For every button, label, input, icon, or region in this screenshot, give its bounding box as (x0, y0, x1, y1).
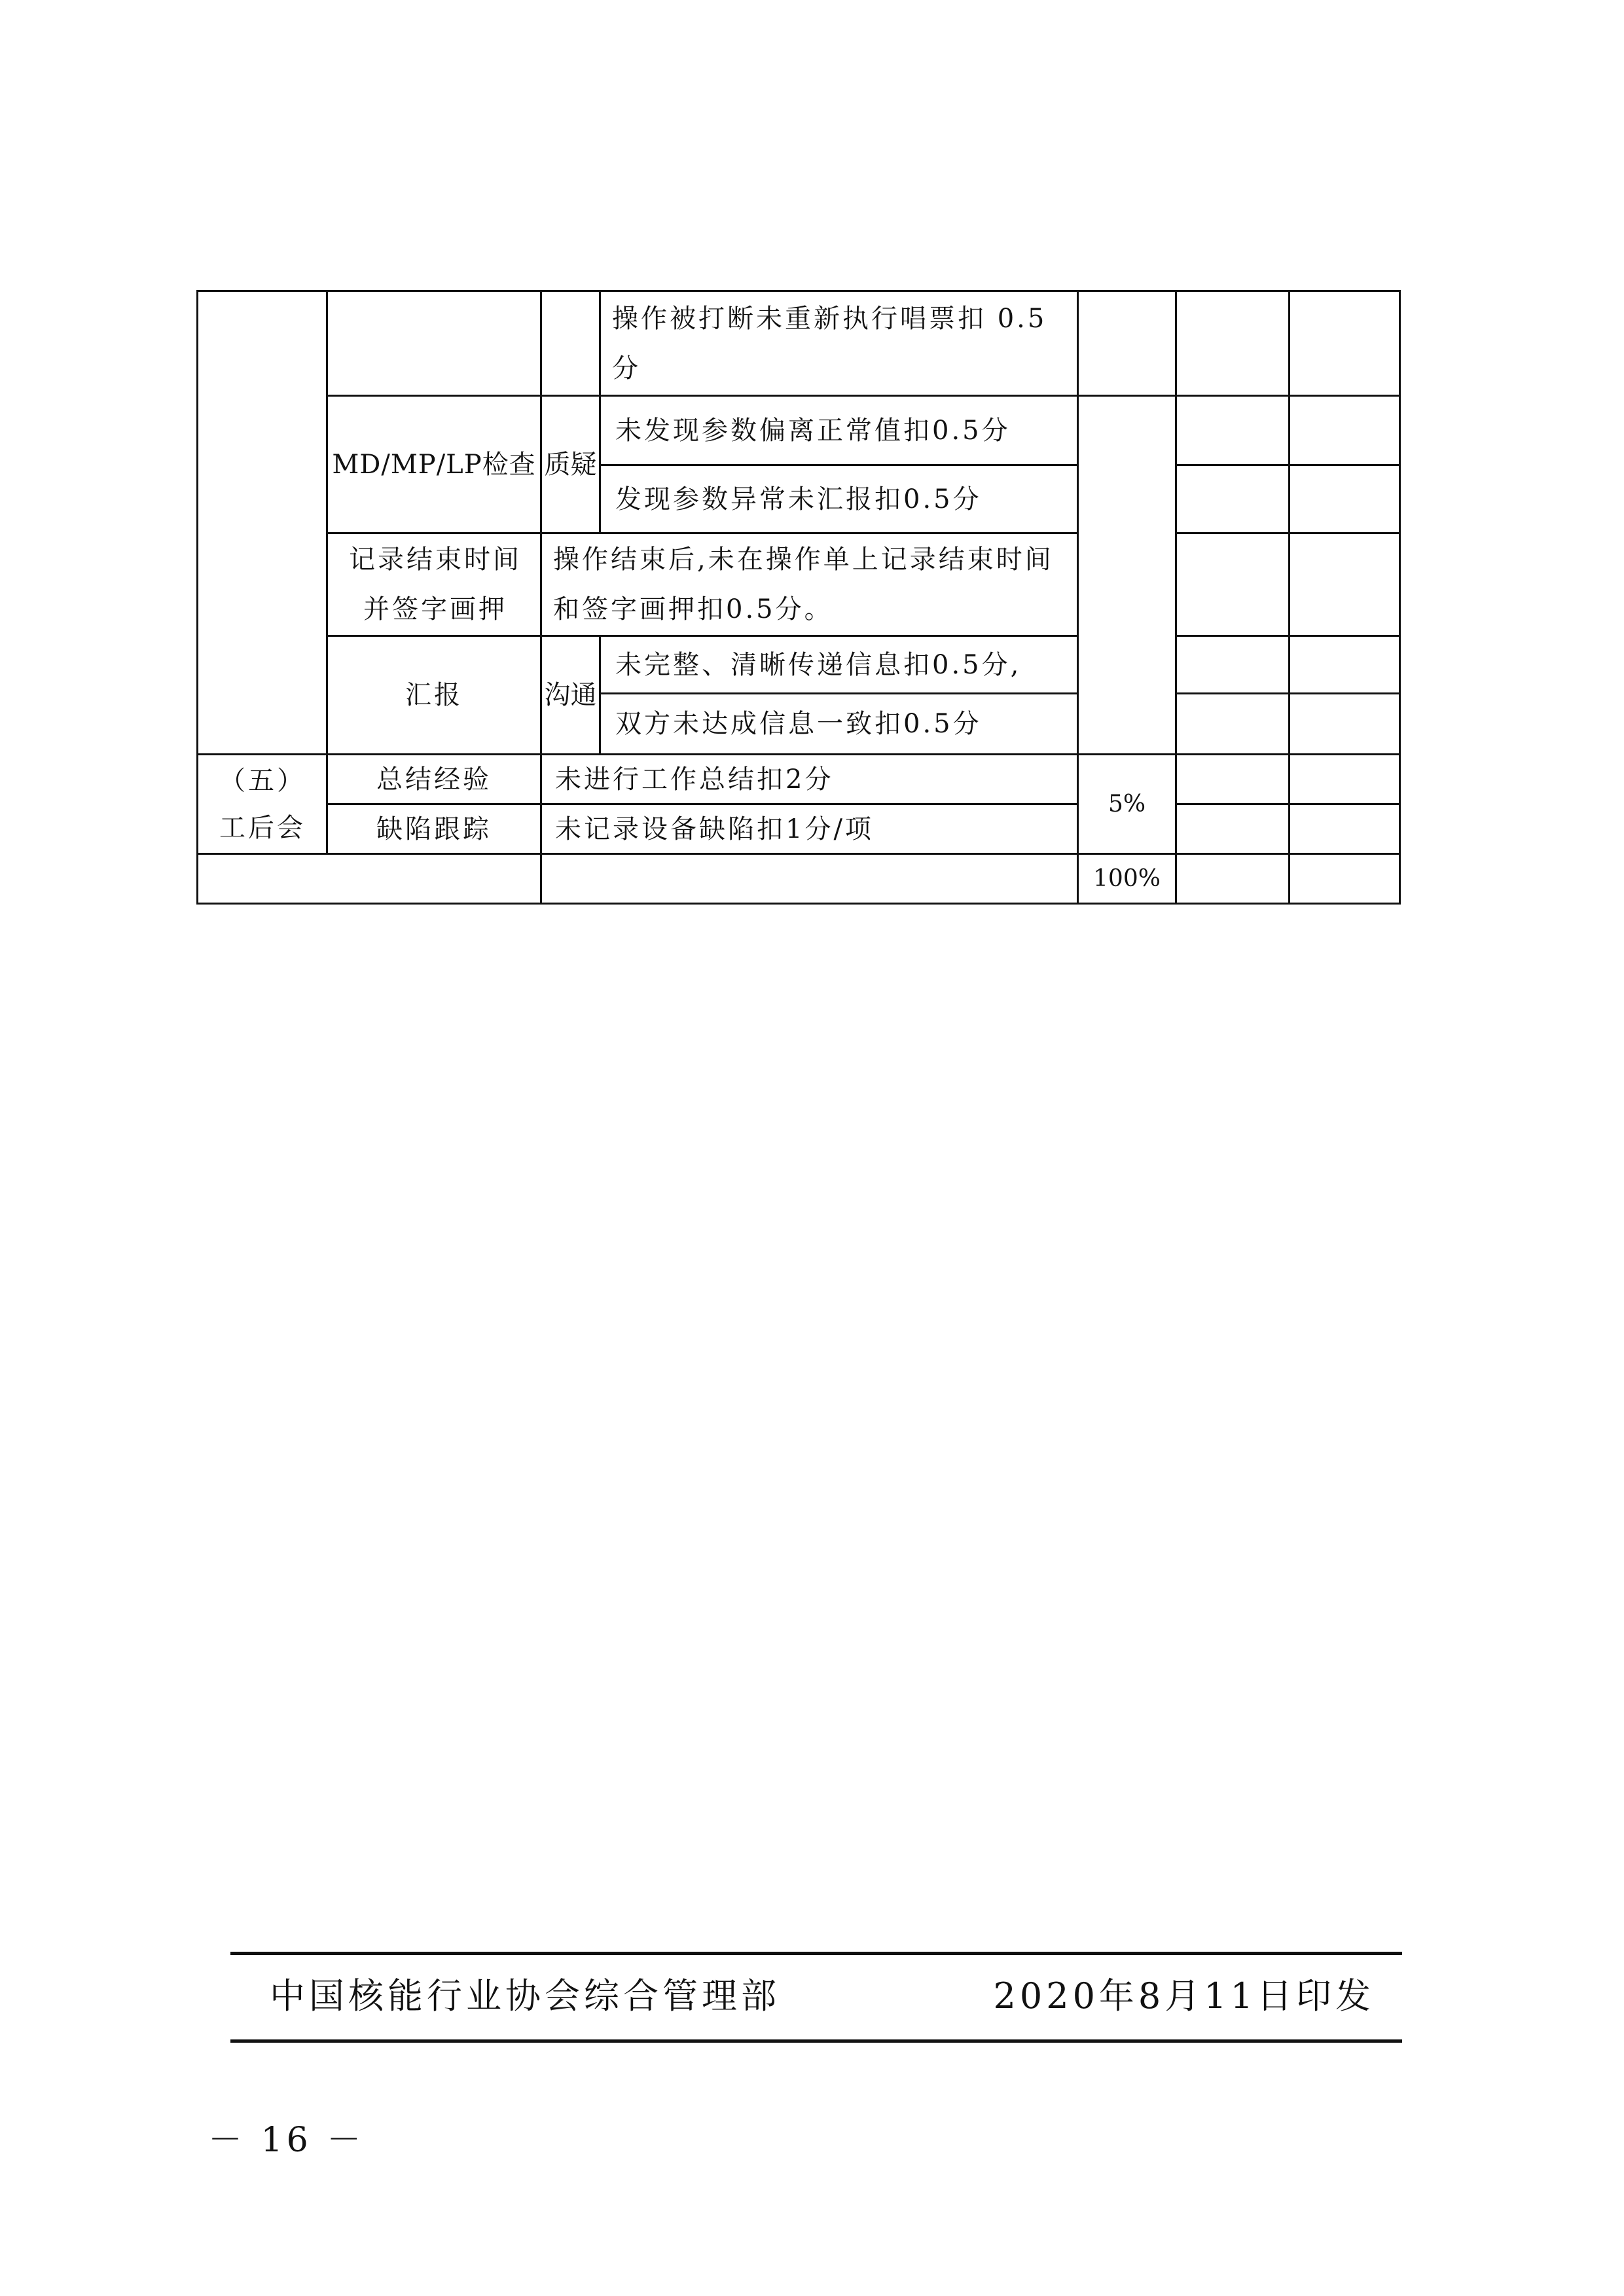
issuer-name: 中国核能行业协会综合管理部 (270, 1975, 780, 2017)
criteria-text: 操作被打断未重新执行唱票扣 0.5分 (612, 303, 1047, 384)
item-label: MD/MP/LP检查 (332, 449, 536, 480)
footer-rule-top (230, 1952, 1402, 1955)
category-label: 沟通 (544, 680, 597, 710)
col-line (599, 290, 601, 532)
col-line (1175, 290, 1177, 905)
issue-date: 2020年8月11日印发 (993, 1975, 1375, 2017)
col-line (1288, 290, 1290, 905)
table-border-bottom (196, 903, 1401, 905)
table-border-right (1399, 290, 1401, 905)
col-line (599, 635, 601, 753)
table-border-left (196, 290, 198, 905)
item-label: 记录结束时间并签字画押 (349, 545, 522, 624)
row-line (196, 853, 1401, 855)
item-label: 缺陷跟踪 (376, 814, 492, 844)
criteria-text: 双方未达成信息一致扣0.5分 (615, 709, 982, 739)
footer-rule-bottom (230, 2039, 1402, 2043)
category-label: 质疑 (544, 449, 597, 480)
criteria-text: 未记录设备缺陷扣1分/项 (555, 814, 874, 844)
criteria-text: 未进行工作总结扣2分 (555, 764, 834, 795)
page-number: － 16 － (208, 2121, 365, 2160)
total-weight: 100% (1093, 865, 1161, 892)
weight-value: 5% (1108, 790, 1146, 817)
section-label: （五）工后会 (219, 765, 306, 843)
criteria-text: 未完整、清晰传递信息扣0.5分, (615, 649, 1022, 680)
item-label: 汇报 (405, 680, 463, 710)
criteria-text: 未发现参数偏离正常值扣0.5分 (615, 415, 1011, 446)
col-line (540, 290, 542, 399)
criteria-text: 操作结束后,未在操作单上记录结束时间和签字画押扣0.5分。 (553, 545, 1054, 624)
item-label: 总结经验 (376, 764, 492, 795)
criteria-text: 发现参数异常未汇报扣0.5分 (615, 484, 982, 514)
